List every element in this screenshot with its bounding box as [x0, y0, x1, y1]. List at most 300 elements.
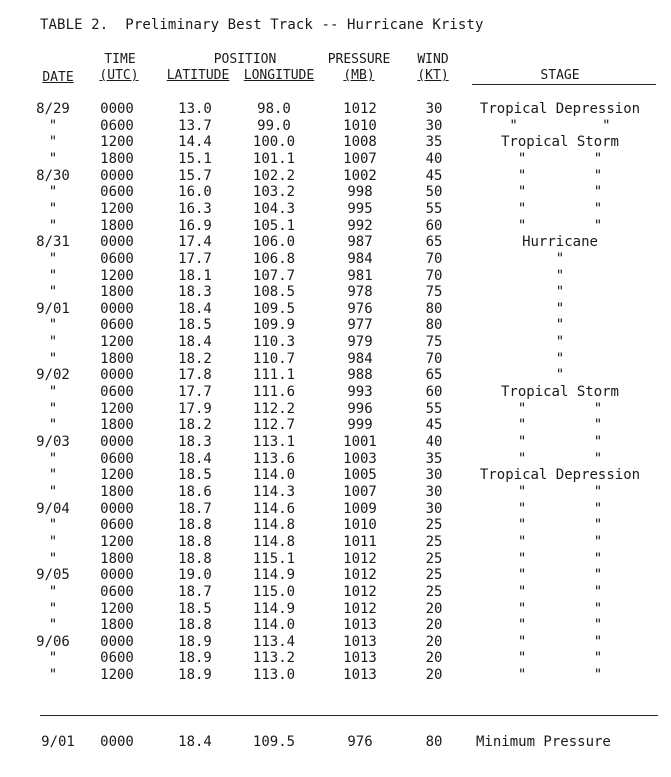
row-time: 1800 [100, 483, 134, 500]
row-wind: 45 [425, 167, 443, 184]
row-pressure: 996 [347, 400, 373, 417]
row-wind: 25 [425, 567, 443, 584]
row-pressure: 1013 [343, 667, 377, 684]
row-longitude: 113.6 [252, 450, 296, 467]
row-stage: " " [517, 650, 603, 667]
row-wind: 55 [425, 400, 443, 417]
row-time: 1200 [100, 200, 134, 217]
row-stage: " " [517, 533, 603, 550]
row-stage: Tropical Storm [500, 384, 619, 401]
header-time-top: TIME [104, 52, 136, 67]
row-stage: " [555, 367, 565, 384]
table-row [0, 184, 671, 201]
row-stage: " " [517, 517, 603, 534]
row-latitude: 18.8 [178, 517, 212, 534]
row-stage: " [555, 317, 565, 334]
row-longitude: 113.0 [252, 667, 296, 684]
row-time: 0000 [100, 434, 134, 450]
row-stage: " " [517, 200, 603, 217]
row-stage: " " [517, 583, 603, 600]
table-row [0, 534, 671, 551]
row-pressure: 1013 [343, 617, 377, 634]
row-pressure: 992 [347, 217, 373, 234]
table-row [0, 268, 671, 285]
row-longitude: 114.3 [252, 483, 296, 500]
row-latitude: 18.4 [178, 450, 212, 467]
row-wind: 20 [425, 617, 443, 634]
summary-time: 0000 [100, 734, 134, 750]
row-wind: 75 [425, 284, 443, 301]
row-time: 0000 [100, 567, 134, 584]
row-date: " [48, 217, 58, 234]
row-date: 8/29 [36, 101, 70, 117]
row-pressure: 976 [347, 300, 373, 317]
row-latitude: 18.3 [178, 434, 212, 450]
row-pressure: 1010 [343, 117, 377, 134]
row-date: 9/06 [36, 633, 70, 650]
row-pressure: 1011 [343, 533, 377, 550]
summary-pressure: 976 [347, 734, 373, 750]
row-date: " [48, 150, 58, 167]
row-pressure: 1010 [343, 517, 377, 534]
row-pressure: 1001 [343, 434, 377, 450]
row-wind: 60 [425, 217, 443, 234]
row-time: 0000 [100, 101, 134, 117]
row-stage: " " [517, 633, 603, 650]
table-row [0, 517, 671, 534]
row-pressure: 1007 [343, 483, 377, 500]
row-time: 1800 [100, 284, 134, 301]
row-date: " [48, 483, 58, 500]
header-position: POSITION [213, 52, 277, 67]
row-latitude: 17.7 [178, 250, 212, 267]
row-wind: 80 [425, 317, 443, 334]
header-pressure-top: PRESSURE [327, 52, 391, 67]
row-pressure: 1007 [343, 150, 377, 167]
row-latitude: 13.7 [178, 117, 212, 134]
table-row [0, 667, 671, 684]
row-stage: " " [517, 434, 603, 450]
row-longitude: 114.9 [252, 567, 296, 584]
row-stage: " [555, 250, 565, 267]
row-stage: " " [517, 600, 603, 617]
row-latitude: 18.8 [178, 617, 212, 634]
row-time: 0600 [100, 184, 134, 201]
row-stage: Tropical Storm [500, 134, 619, 151]
row-latitude: 18.2 [178, 350, 212, 367]
row-longitude: 111.6 [252, 384, 296, 401]
row-time: 0000 [100, 367, 134, 384]
row-time: 0000 [100, 633, 134, 650]
table-row [0, 467, 671, 484]
table-row [0, 317, 671, 334]
row-time: 0000 [100, 300, 134, 317]
table-row [0, 351, 671, 368]
row-stage: " " [517, 450, 603, 467]
row-pressure: 1012 [343, 567, 377, 584]
row-wind: 70 [425, 267, 443, 284]
row-pressure: 1012 [343, 600, 377, 617]
row-time: 1800 [100, 150, 134, 167]
row-wind: 20 [425, 650, 443, 667]
row-latitude: 18.7 [178, 500, 212, 517]
table-row [0, 284, 671, 301]
row-pressure: 979 [347, 334, 373, 351]
row-stage: " " [517, 617, 603, 634]
row-date: " [48, 667, 58, 684]
row-longitude: 109.9 [252, 317, 296, 334]
row-pressure: 998 [347, 184, 373, 201]
row-stage: " " [517, 150, 603, 167]
row-longitude: 111.1 [252, 367, 296, 384]
table-row [0, 334, 671, 351]
header-pressure-bottom: (MB) [343, 68, 375, 83]
row-wind: 20 [425, 667, 443, 684]
row-latitude: 17.7 [178, 384, 212, 401]
row-date: 9/04 [36, 500, 70, 517]
row-date: " [48, 317, 58, 334]
row-latitude: 18.1 [178, 267, 212, 284]
row-wind: 80 [425, 300, 443, 317]
row-wind: 70 [425, 350, 443, 367]
row-pressure: 1012 [343, 583, 377, 600]
row-longitude: 108.5 [252, 284, 296, 301]
row-longitude: 106.0 [252, 234, 296, 251]
row-date: " [48, 400, 58, 417]
row-latitude: 16.0 [178, 184, 212, 201]
row-stage: " " [517, 550, 603, 567]
table-row [0, 134, 671, 151]
row-pressure: 1012 [343, 550, 377, 567]
row-longitude: 109.5 [252, 300, 296, 317]
row-time: 0000 [100, 167, 134, 184]
row-date: " [48, 583, 58, 600]
row-time: 0600 [100, 517, 134, 534]
row-wind: 40 [425, 434, 443, 450]
row-longitude: 113.1 [252, 434, 296, 450]
row-wind: 30 [425, 117, 443, 134]
row-stage: " [555, 267, 565, 284]
row-date: " [48, 250, 58, 267]
row-wind: 25 [425, 517, 443, 534]
row-stage: " " [509, 117, 611, 134]
row-stage: " " [517, 167, 603, 184]
row-pressure: 984 [347, 350, 373, 367]
table-row [0, 567, 671, 584]
row-longitude: 104.3 [252, 200, 296, 217]
summary-longitude: 109.5 [252, 734, 296, 750]
row-time: 0600 [100, 117, 134, 134]
table-row [0, 234, 671, 251]
row-stage: Hurricane [522, 234, 598, 251]
row-latitude: 18.5 [178, 600, 212, 617]
row-stage: Tropical Depression [479, 467, 641, 484]
table-row [0, 201, 671, 218]
row-date: " [48, 467, 58, 484]
row-longitude: 106.8 [252, 250, 296, 267]
row-latitude: 15.7 [178, 167, 212, 184]
row-longitude: 102.2 [252, 167, 296, 184]
summary-divider [40, 715, 658, 716]
row-stage: " " [517, 567, 603, 584]
row-date: 8/30 [36, 167, 70, 184]
row-pressure: 1005 [343, 467, 377, 484]
table-row [0, 417, 671, 434]
table-row [0, 584, 671, 601]
row-stage: " " [517, 483, 603, 500]
row-longitude: 100.0 [252, 134, 296, 151]
row-latitude: 17.8 [178, 367, 212, 384]
table-row [0, 601, 671, 618]
row-latitude: 16.9 [178, 217, 212, 234]
row-stage: " " [517, 217, 603, 234]
row-time: 1200 [100, 533, 134, 550]
table-row [0, 484, 671, 501]
row-stage: " [555, 350, 565, 367]
row-stage: Tropical Depression [479, 101, 641, 117]
row-date: " [48, 334, 58, 351]
header-longitude: LONGITUDE [243, 68, 315, 83]
table-row [0, 401, 671, 418]
row-longitude: 107.7 [252, 267, 296, 284]
row-pressure: 978 [347, 284, 373, 301]
row-date: " [48, 134, 58, 151]
row-pressure: 984 [347, 250, 373, 267]
row-wind: 20 [425, 600, 443, 617]
table-row [0, 118, 671, 135]
row-time: 0600 [100, 317, 134, 334]
row-time: 0600 [100, 250, 134, 267]
row-longitude: 114.8 [252, 533, 296, 550]
row-wind: 30 [425, 483, 443, 500]
table-row [0, 218, 671, 235]
header-date: DATE [42, 70, 74, 85]
row-time: 1800 [100, 350, 134, 367]
row-stage: " [555, 334, 565, 351]
header-latitude: LATITUDE [166, 68, 230, 83]
row-date: " [48, 517, 58, 534]
row-pressure: 1002 [343, 167, 377, 184]
row-date: " [48, 650, 58, 667]
row-stage: " " [517, 667, 603, 684]
row-date: " [48, 417, 58, 434]
row-date: 9/01 [36, 300, 70, 317]
row-wind: 25 [425, 550, 443, 567]
row-date: 9/05 [36, 567, 70, 584]
row-latitude: 18.9 [178, 667, 212, 684]
row-longitude: 110.7 [252, 350, 296, 367]
table-row [0, 168, 671, 185]
row-latitude: 18.4 [178, 334, 212, 351]
row-latitude: 18.5 [178, 467, 212, 484]
row-latitude: 18.9 [178, 650, 212, 667]
row-latitude: 18.7 [178, 583, 212, 600]
row-latitude: 13.0 [178, 101, 212, 117]
row-time: 1200 [100, 334, 134, 351]
row-date: " [48, 533, 58, 550]
row-latitude: 18.8 [178, 550, 212, 567]
row-pressure: 1008 [343, 134, 377, 151]
row-date: " [48, 284, 58, 301]
row-date: " [48, 550, 58, 567]
row-wind: 60 [425, 384, 443, 401]
row-wind: 25 [425, 533, 443, 550]
row-pressure: 987 [347, 234, 373, 251]
row-stage: " " [517, 417, 603, 434]
row-latitude: 18.4 [178, 300, 212, 317]
row-wind: 30 [425, 101, 443, 117]
row-pressure: 981 [347, 267, 373, 284]
row-date: " [48, 384, 58, 401]
row-longitude: 114.6 [252, 500, 296, 517]
row-latitude: 19.0 [178, 567, 212, 584]
row-date: 8/31 [36, 234, 70, 251]
row-longitude: 110.3 [252, 334, 296, 351]
table-row [0, 367, 671, 384]
row-wind: 20 [425, 633, 443, 650]
row-time: 1800 [100, 217, 134, 234]
row-pressure: 999 [347, 417, 373, 434]
summary-stage: Minimum Pressure [476, 734, 611, 750]
row-pressure: 1003 [343, 450, 377, 467]
row-time: 1800 [100, 417, 134, 434]
row-time: 1200 [100, 134, 134, 151]
row-time: 1200 [100, 667, 134, 684]
row-latitude: 18.6 [178, 483, 212, 500]
row-wind: 75 [425, 334, 443, 351]
row-stage: " [555, 284, 565, 301]
row-wind: 65 [425, 234, 443, 251]
row-longitude: 105.1 [252, 217, 296, 234]
header-stage: STAGE [540, 68, 580, 83]
row-pressure: 1013 [343, 633, 377, 650]
table-row [0, 501, 671, 518]
table-row [0, 617, 671, 634]
header-wind-bottom: (KT) [417, 68, 449, 83]
row-time: 1800 [100, 550, 134, 567]
table-row [0, 634, 671, 651]
row-time: 0600 [100, 583, 134, 600]
row-time: 1200 [100, 467, 134, 484]
row-stage: " " [517, 400, 603, 417]
row-date: " [48, 600, 58, 617]
row-longitude: 112.2 [252, 400, 296, 417]
table-row [0, 434, 671, 451]
row-pressure: 1013 [343, 650, 377, 667]
row-date: 9/03 [36, 434, 70, 450]
table-row [0, 151, 671, 168]
stage-header-rule [472, 84, 656, 85]
row-date: 9/02 [36, 367, 70, 384]
row-pressure: 1012 [343, 101, 377, 117]
row-longitude: 114.0 [252, 617, 296, 634]
row-wind: 55 [425, 200, 443, 217]
row-wind: 30 [425, 467, 443, 484]
row-wind: 50 [425, 184, 443, 201]
row-stage: " " [517, 184, 603, 201]
row-latitude: 18.9 [178, 633, 212, 650]
row-wind: 25 [425, 583, 443, 600]
row-date: " [48, 350, 58, 367]
row-wind: 35 [425, 134, 443, 151]
header-wind-top: WIND [417, 52, 449, 67]
row-pressure: 1009 [343, 500, 377, 517]
row-longitude: 114.0 [252, 467, 296, 484]
row-latitude: 17.4 [178, 234, 212, 251]
row-longitude: 99.0 [257, 117, 291, 134]
row-time: 0000 [100, 500, 134, 517]
table-row [0, 650, 671, 667]
row-time: 0600 [100, 384, 134, 401]
row-longitude: 98.0 [257, 101, 291, 117]
header-time-bottom: (UTC) [99, 68, 139, 83]
row-wind: 40 [425, 150, 443, 167]
row-wind: 35 [425, 450, 443, 467]
summary-row [0, 733, 671, 751]
row-date: " [48, 184, 58, 201]
row-longitude: 113.2 [252, 650, 296, 667]
row-pressure: 977 [347, 317, 373, 334]
row-longitude: 101.1 [252, 150, 296, 167]
row-latitude: 18.3 [178, 284, 212, 301]
table-row [0, 551, 671, 568]
row-date: " [48, 117, 58, 134]
table-row [0, 301, 671, 318]
row-wind: 45 [425, 417, 443, 434]
row-latitude: 14.4 [178, 134, 212, 151]
row-time: 0600 [100, 650, 134, 667]
row-latitude: 18.5 [178, 317, 212, 334]
row-latitude: 15.1 [178, 150, 212, 167]
table-row [0, 101, 671, 118]
row-date: " [48, 617, 58, 634]
row-time: 1200 [100, 600, 134, 617]
table-row [0, 451, 671, 468]
row-wind: 30 [425, 500, 443, 517]
row-time: 1200 [100, 400, 134, 417]
row-time: 0000 [100, 234, 134, 251]
row-longitude: 114.8 [252, 517, 296, 534]
row-time: 1200 [100, 267, 134, 284]
row-latitude: 18.8 [178, 533, 212, 550]
row-date: " [48, 267, 58, 284]
row-wind: 65 [425, 367, 443, 384]
table-title: TABLE 2. Preliminary Best Track -- Hurricane Kristy [40, 17, 484, 33]
row-time: 1800 [100, 617, 134, 634]
table-row [0, 251, 671, 268]
row-pressure: 993 [347, 384, 373, 401]
row-date: " [48, 200, 58, 217]
row-latitude: 17.9 [178, 400, 212, 417]
summary-latitude: 18.4 [178, 734, 212, 750]
row-latitude: 18.2 [178, 417, 212, 434]
row-pressure: 995 [347, 200, 373, 217]
row-longitude: 112.7 [252, 417, 296, 434]
summary-date: 9/01 [41, 734, 75, 750]
row-pressure: 988 [347, 367, 373, 384]
table-row [0, 384, 671, 401]
row-date: " [48, 450, 58, 467]
row-stage: " [555, 300, 565, 317]
row-stage: " " [517, 500, 603, 517]
row-wind: 70 [425, 250, 443, 267]
row-longitude: 103.2 [252, 184, 296, 201]
row-longitude: 113.4 [252, 633, 296, 650]
row-longitude: 115.0 [252, 583, 296, 600]
summary-wind: 80 [425, 734, 443, 750]
row-latitude: 16.3 [178, 200, 212, 217]
row-time: 0600 [100, 450, 134, 467]
